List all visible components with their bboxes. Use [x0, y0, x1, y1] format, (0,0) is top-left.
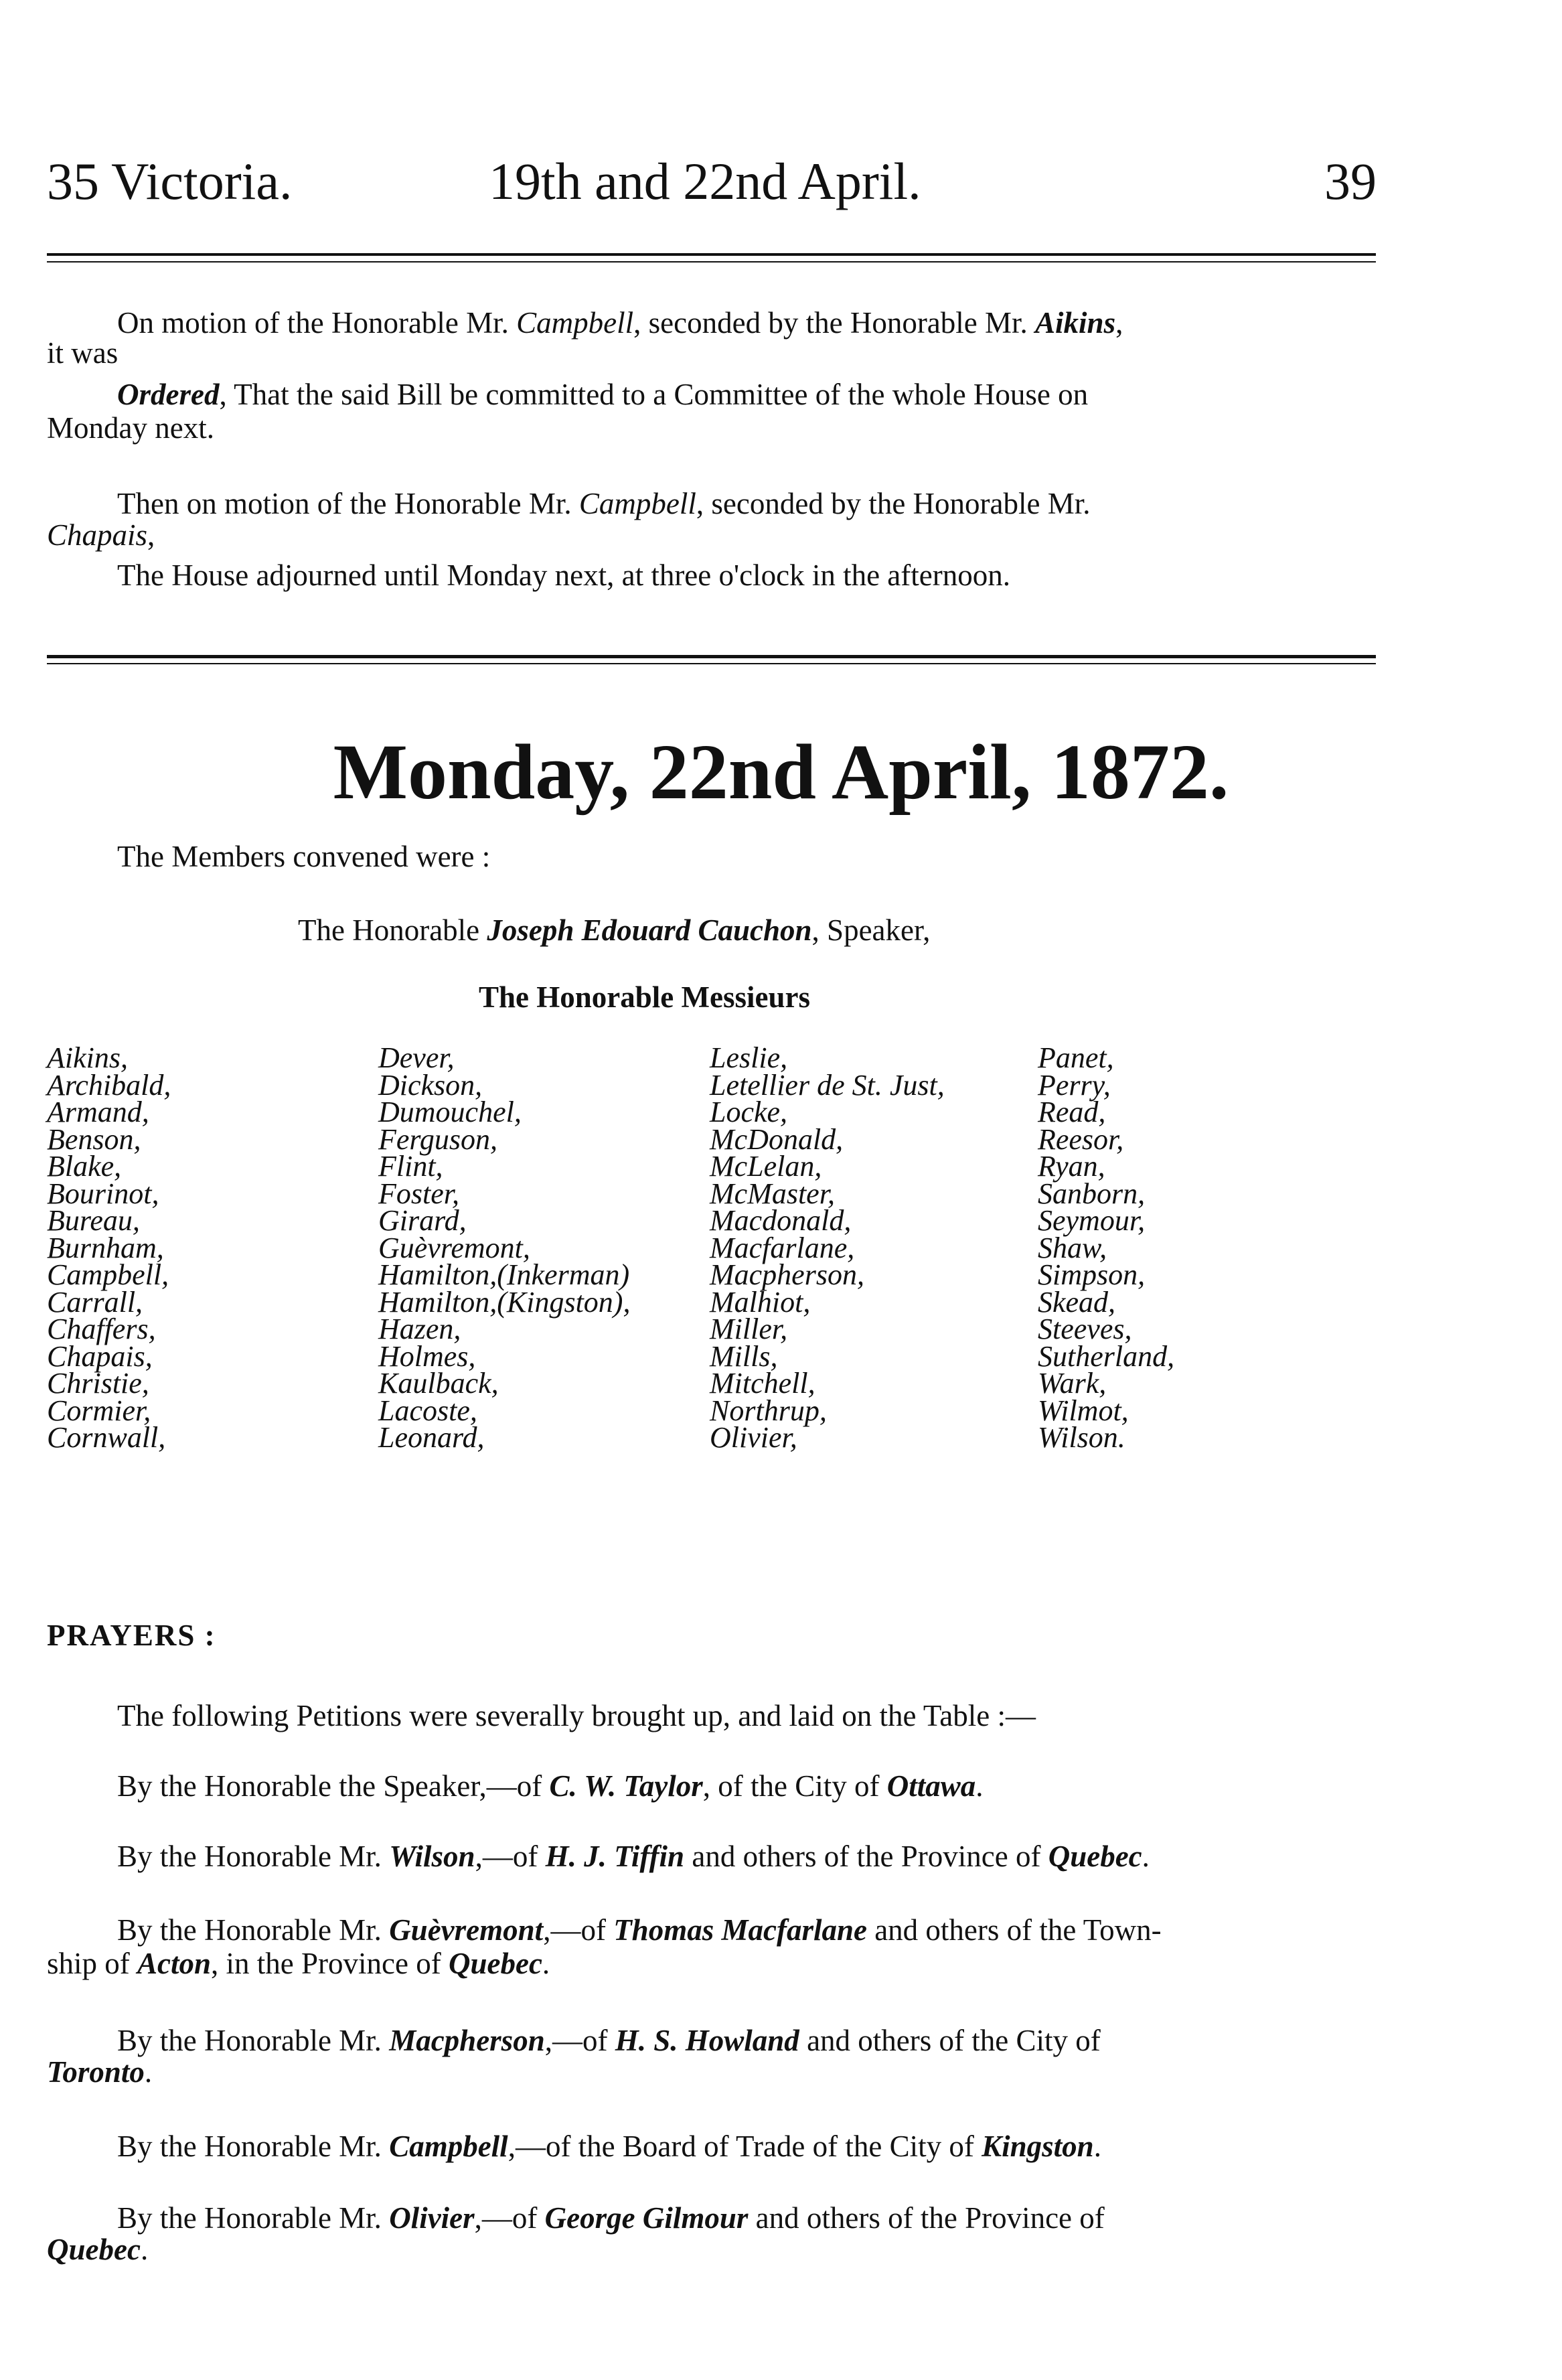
members-column-3: [710, 1041, 945, 1454]
adjourn-motion-line1: Then on motion of the Honorable Mr. Campbell, seconded by the Honorable Mr.: [117, 487, 1091, 520]
member-name: Dickson,: [378, 1068, 483, 1102]
member-name: Armand,: [47, 1096, 149, 1128]
member-name: Cormier,: [47, 1394, 151, 1427]
member-name: Northrup,: [710, 1394, 827, 1427]
member-name: Chaffers,: [47, 1313, 156, 1345]
header-session: 35 Victoria.: [47, 152, 293, 210]
member-name: Blake,: [47, 1150, 122, 1183]
members-column-2: [378, 1041, 631, 1454]
member-name: Wark,: [1038, 1367, 1107, 1400]
member-name: Campbell,: [47, 1258, 169, 1291]
speaker-line: The Honorable Joseph Edouard Cauchon, Speaker,: [298, 913, 931, 947]
member-name: Reesor,: [1038, 1122, 1124, 1156]
member-name: Ferguson,: [378, 1122, 498, 1156]
members-convened: The Members convened were :: [117, 840, 491, 873]
members-list: [47, 1041, 1285, 1594]
member-name: Bourinot,: [47, 1177, 159, 1210]
petition-6-line1: By the Honorable Mr. Olivier,—of George Gilmour and others of the Province of: [117, 2201, 1105, 2235]
member-name: Macdonald,: [710, 1204, 852, 1237]
member-name: Archibald,: [47, 1068, 171, 1102]
member-name: Perry,: [1038, 1068, 1111, 1102]
member-name: Letellier de St. Just,: [710, 1068, 945, 1102]
member-name: McDonald,: [710, 1122, 844, 1156]
member-name: Hazen,: [378, 1313, 461, 1345]
member-name: Seymour,: [1038, 1204, 1146, 1237]
member-name: Mills,: [710, 1339, 778, 1373]
member-name: Sutherland,: [1038, 1339, 1175, 1373]
member-name: Read,: [1038, 1096, 1106, 1128]
member-name: Panet,: [1038, 1041, 1114, 1074]
petition-6-line2: Quebec.: [47, 2233, 149, 2266]
member-name: Girard,: [378, 1204, 467, 1237]
member-name: Macfarlane,: [710, 1231, 855, 1264]
prayers-heading: PRAYERS :: [47, 1619, 216, 1652]
member-name: Holmes,: [378, 1339, 476, 1373]
messieurs-heading: The Honorable Messieurs: [479, 980, 810, 1014]
ordered-paragraph-line1: Ordered, That the said Bill be committed to a Committee of the whole House on: [117, 378, 1089, 411]
header-rule-thin: [47, 261, 1376, 263]
member-name: Sanborn,: [1038, 1177, 1146, 1210]
member-name: Leonard,: [378, 1421, 485, 1454]
section-rule-thick: [47, 655, 1376, 658]
members-column-1: [47, 1041, 171, 1454]
member-name: Miller,: [710, 1313, 788, 1345]
member-name: Christie,: [47, 1367, 149, 1400]
member-name: Dever,: [378, 1041, 455, 1074]
member-name: Hamilton,(Kingston),: [378, 1285, 631, 1319]
petitions-intro: The following Petitions were severally brought up, and laid on the Table :—: [117, 1699, 1036, 1732]
member-name: Guèvremont,: [378, 1231, 530, 1264]
member-name: Olivier,: [710, 1421, 797, 1454]
motion-paragraph-line2: it was: [47, 336, 119, 370]
member-name: McLelan,: [710, 1150, 822, 1183]
member-name: Bureau,: [47, 1204, 140, 1237]
member-name: Wilson.: [1038, 1421, 1125, 1454]
member-name: Leslie,: [710, 1041, 788, 1074]
ordered-paragraph-line2: Monday next.: [47, 411, 214, 445]
petition-1: By the Honorable the Speaker,—of C. W. Taylor, of the City of Ottawa.: [117, 1769, 984, 1803]
member-name: Dumouchel,: [378, 1096, 522, 1128]
petition-5: By the Honorable Mr. Campbell,—of the Board of Trade of the City of Kingston.: [117, 2130, 1101, 2163]
petition-3-line2: ship of Acton, in the Province of Quebec.: [47, 1947, 550, 1980]
member-name: Malhiot,: [710, 1285, 811, 1319]
member-name: Ryan,: [1038, 1150, 1105, 1183]
member-name: Wilmot,: [1038, 1394, 1129, 1427]
member-name: Chapais,: [47, 1339, 153, 1373]
member-name: Aikins,: [47, 1041, 128, 1074]
member-name: Burnham,: [47, 1231, 164, 1264]
member-name: Skead,: [1038, 1285, 1116, 1319]
member-name: Steeves,: [1038, 1313, 1132, 1345]
member-name: Carrall,: [47, 1285, 143, 1319]
member-name: Simpson,: [1038, 1258, 1146, 1291]
motion-paragraph-line1: On motion of the Honorable Mr. Campbell, seconded by the Honorable Mr. Aikins,: [117, 306, 1123, 340]
adjourn-motion-line2: Chapais,: [47, 518, 155, 552]
header-dates: 19th and 22nd April.: [489, 152, 921, 210]
header-rule-thick: [47, 253, 1376, 256]
member-name: Kaulback,: [378, 1367, 499, 1400]
member-name: Benson,: [47, 1122, 141, 1156]
member-name: Lacoste,: [378, 1394, 477, 1427]
member-name: Locke,: [710, 1096, 788, 1128]
petition-3-line1: By the Honorable Mr. Guèvremont,—of Thomas Macfarlane and others of the Town-: [117, 1913, 1162, 1947]
member-name: Cornwall,: [47, 1421, 166, 1454]
member-name: Foster,: [378, 1177, 459, 1210]
member-name: Hamilton,(Inkerman): [378, 1258, 630, 1291]
petition-4-line2: Toronto.: [47, 2055, 153, 2089]
member-name: McMaster,: [710, 1177, 835, 1210]
day-title: Monday, 22nd April, 1872.: [333, 728, 1229, 816]
member-name: Shaw,: [1038, 1231, 1107, 1264]
adjourn-statement: The House adjourned until Monday next, at three o'clock in the afternoon.: [117, 559, 1010, 592]
petition-4-line1: By the Honorable Mr. Macpherson,—of H. S. Howland and others of the City of: [117, 2024, 1101, 2057]
petition-2: By the Honorable Mr. Wilson,—of H. J. Tiffin and others of the Province of Quebec.: [117, 1840, 1150, 1873]
member-name: Macpherson,: [710, 1258, 864, 1291]
member-name: Flint,: [378, 1150, 443, 1183]
members-column-4: [1038, 1041, 1175, 1454]
section-rule-thin: [47, 663, 1376, 664]
header-page-number: 39: [1324, 152, 1377, 210]
member-name: Mitchell,: [710, 1367, 815, 1400]
